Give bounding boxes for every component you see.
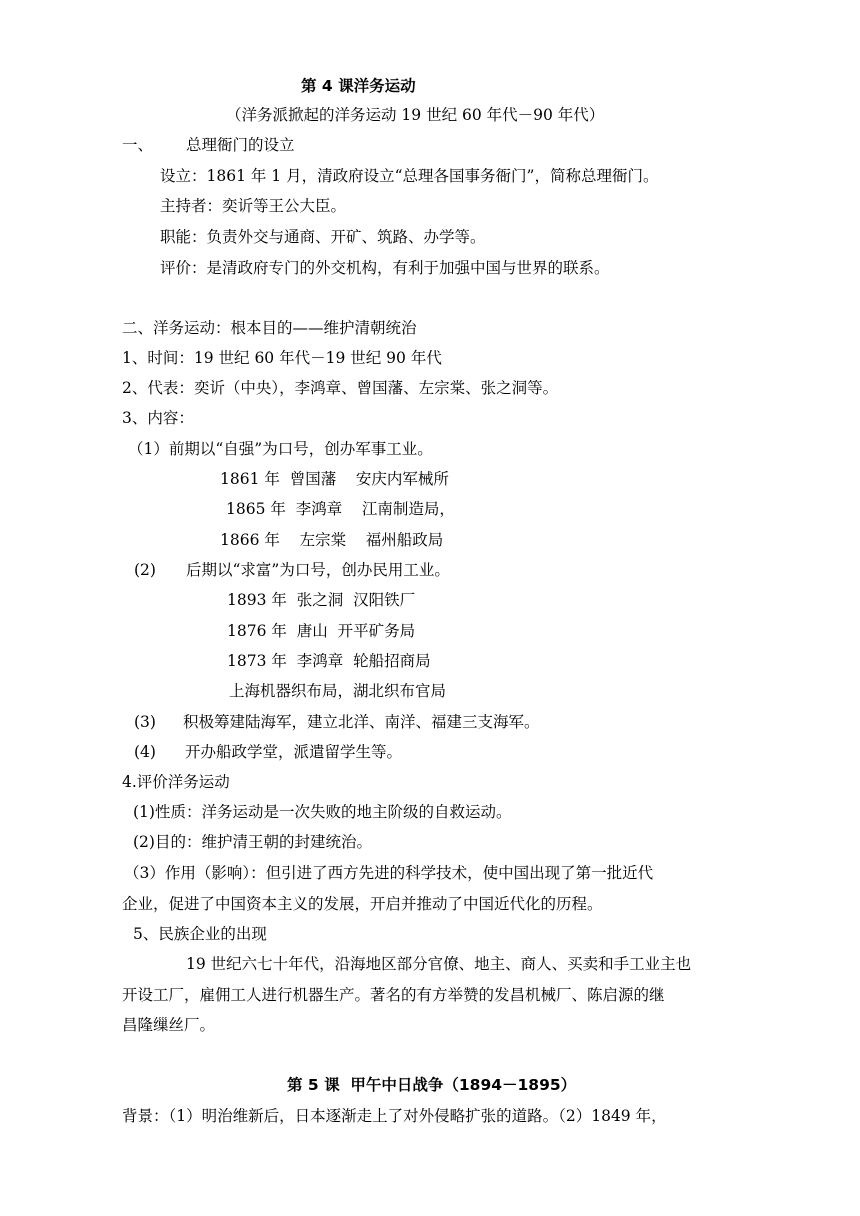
civil-industry-item: 上海机器织布局，湖北织布官局 (229, 682, 447, 700)
military-industry-item: 1861 年 曾国藩 安庆内军械所 (220, 470, 449, 488)
section1-line: 职能：负责外交与通商、开矿、筑路、办学等。 (160, 228, 486, 246)
content-point-2-number: (2) (134, 561, 156, 579)
lesson4-subtitle: （洋务派掀起的洋务运动 19 世纪 60 年代－90 年代） (226, 106, 605, 124)
content-point-1: （1）前期以“自强”为口号，创办军事工业。 (128, 440, 433, 458)
content-point-4-number: (4) (134, 743, 156, 761)
content-point-3: 积极筹建陆海军，建立北洋、南洋、福建三支海军。 (183, 713, 540, 731)
section1-line: 主持者：奕䜣等王公大臣。 (160, 197, 347, 215)
section2-representatives: 2、代表：奕䜣（中央），李鸿章、曾国藩、左宗棠、张之洞等。 (122, 379, 559, 397)
section1-line: 设立：1861 年 1 月，清政府设立“总理各国事务衙门”，简称总理衙门。 (160, 167, 659, 185)
evaluation-heading: 4.评价洋务运动 (122, 773, 230, 791)
evaluation-nature: (1)性质：洋务运动是一次失败的地主阶级的自救运动。 (133, 803, 512, 821)
civil-industry-item: 1873 年 李鸿章 轮船招商局 (227, 652, 431, 670)
military-industry-item: 1865 年 李鸿章 江南制造局， (226, 500, 455, 518)
civil-industry-item: 1876 年 唐山 开平矿务局 (227, 622, 416, 640)
lesson5-title: 第 5 课 甲午中日战争（1894－1895） (287, 1076, 577, 1094)
section1-line: 评价：是清政府专门的外交机构，有利于加强中国与世界的联系。 (160, 259, 610, 277)
section1-heading: 总理衙门的设立 (186, 136, 295, 154)
content-point-4: 开办船政学堂，派遣留学生等。 (185, 743, 403, 761)
national-enterprise-text: 开设工厂，雇佣工人进行机器生产。著名的有方举赞的发昌机械厂、陈启源的继 (122, 986, 665, 1004)
lesson4-title: 第 4 课洋务运动 (301, 77, 416, 95)
lesson5-background: 背景：（1）明治维新后，日本逐渐走上了对外侵略扩张的道路。（2）1849 年， (122, 1107, 667, 1125)
evaluation-effect: 企业，促进了中国资本主义的发展，开启并推动了中国近代化的历程。 (122, 895, 603, 913)
national-enterprise-text: 19 世纪六七十年代，沿海地区部分官僚、地主、商人、买卖和手工业主也 (186, 955, 692, 973)
content-point-2: 后期以“求富”为口号，创办民用工业。 (186, 561, 450, 579)
content-point-3-number: (3) (134, 713, 156, 731)
military-industry-item: 1866 年 左宗棠 福州船政局 (220, 531, 444, 549)
civil-industry-item: 1893 年 张之洞 汉阳铁厂 (227, 591, 416, 609)
section2-content-label: 3、内容： (122, 409, 194, 427)
national-enterprise-text: 昌隆缫丝厂。 (122, 1016, 216, 1034)
national-enterprise-heading: 5、民族企业的出现 (133, 925, 267, 943)
section2-heading: 二、洋务运动：根本目的——维护清朝统治 (122, 319, 417, 337)
section2-time: 1、时间：19 世纪 60 年代－19 世纪 90 年代 (122, 349, 442, 367)
section1-number: 一、 (122, 136, 154, 154)
evaluation-purpose: (2)目的：维护清王朝的封建统治。 (133, 833, 372, 851)
evaluation-effect: （3）作用（影响）：但引进了西方先进的科学技术，使中国出现了第一批近代 (124, 864, 654, 882)
